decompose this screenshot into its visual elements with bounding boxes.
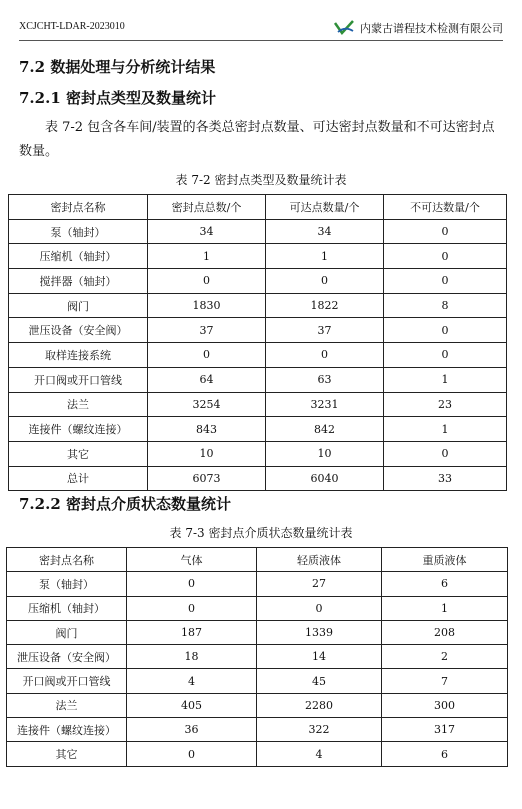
value-cell: 8 [384, 293, 507, 318]
subsection-heading-2: 7.2.2 密封点介质状态数量统计 [19, 495, 231, 513]
value-cell: 18 [127, 645, 257, 669]
subsection-heading-1: 7.2.1 密封点类型及数量统计 [19, 89, 216, 107]
column-header: 密封点总数/个 [148, 195, 266, 220]
table-row [7, 645, 508, 669]
value-cell: 4 [257, 742, 382, 766]
row-label-cell: 连接件（螺纹连接） [7, 718, 127, 742]
section-heading: 7.2 数据处理与分析统计结果 [19, 58, 216, 76]
company-name: 内蒙古谱程技术检测有限公司 [360, 22, 503, 35]
table1-caption: 表 7-2 密封点类型及数量统计表 [175, 173, 347, 187]
value-cell: 23 [384, 392, 507, 417]
value-cell: 37 [148, 318, 266, 343]
row-label-cell: 开口阀或开口管线 [7, 669, 127, 693]
value-cell: 6 [382, 742, 508, 766]
table-row [7, 693, 508, 717]
value-cell: 843 [148, 417, 266, 442]
value-cell: 0 [127, 742, 257, 766]
value-cell: 405 [127, 693, 257, 717]
seal-point-type-table [8, 194, 507, 491]
value-cell: 187 [127, 620, 257, 644]
value-cell: 6073 [148, 466, 266, 491]
table-row [9, 392, 507, 417]
table-header-row [9, 195, 507, 220]
row-label-cell: 阀门 [7, 620, 127, 644]
value-cell: 33 [384, 466, 507, 491]
row-label-cell: 阀门 [9, 293, 148, 318]
table-row [7, 620, 508, 644]
table-row [9, 244, 507, 269]
row-label-cell: 其它 [9, 441, 148, 466]
value-cell: 63 [266, 367, 384, 392]
value-cell: 300 [382, 693, 508, 717]
table-row [9, 367, 507, 392]
table-row [9, 466, 507, 491]
value-cell: 317 [382, 718, 508, 742]
value-cell: 27 [257, 572, 382, 596]
value-cell: 34 [148, 219, 266, 244]
value-cell: 0 [384, 219, 507, 244]
value-cell: 37 [266, 318, 384, 343]
company-block [333, 20, 503, 36]
value-cell: 0 [384, 343, 507, 368]
value-cell: 0 [384, 244, 507, 269]
value-cell: 322 [257, 718, 382, 742]
table-row [9, 318, 507, 343]
row-label-cell: 开口阀或开口管线 [9, 367, 148, 392]
document-id: XCJCHT-LDAR-2023010 [19, 21, 125, 32]
table-row [7, 742, 508, 766]
value-cell: 1 [148, 244, 266, 269]
row-label-cell: 泵（轴封） [7, 572, 127, 596]
value-cell: 45 [257, 669, 382, 693]
value-cell: 1830 [148, 293, 266, 318]
value-cell: 0 [257, 596, 382, 620]
page-header [19, 10, 503, 41]
medium-state-table [6, 547, 508, 767]
value-cell: 1 [384, 417, 507, 442]
table-row [9, 441, 507, 466]
table2-caption: 表 7-3 密封点介质状态数量统计表 [169, 526, 353, 540]
value-cell: 0 [266, 343, 384, 368]
column-header: 可达点数量/个 [266, 195, 384, 220]
value-cell: 842 [266, 417, 384, 442]
row-label-cell: 法兰 [7, 693, 127, 717]
table-row [9, 417, 507, 442]
row-label-cell: 泄压设备（安全阀） [7, 645, 127, 669]
row-label-cell: 压缩机（轴封） [9, 244, 148, 269]
row-label-cell: 泵（轴封） [9, 219, 148, 244]
column-header: 轻质液体 [257, 548, 382, 572]
table-row [7, 596, 508, 620]
body-paragraph: 表 7-2 包含各车间/装置的各类总密封点数量、可达密封点数量和不可达密封点数量。 [19, 120, 495, 159]
company-logo-icon [333, 20, 355, 36]
column-header: 气体 [127, 548, 257, 572]
table-header-row [7, 548, 508, 572]
value-cell: 0 [384, 318, 507, 343]
table-row [9, 219, 507, 244]
value-cell: 14 [257, 645, 382, 669]
value-cell: 7 [382, 669, 508, 693]
value-cell: 64 [148, 367, 266, 392]
value-cell: 34 [266, 219, 384, 244]
table-row [9, 293, 507, 318]
value-cell: 2280 [257, 693, 382, 717]
table-row [9, 269, 507, 294]
row-label-cell: 总计 [9, 466, 148, 491]
table-row [7, 572, 508, 596]
table-row [7, 718, 508, 742]
column-header: 密封点名称 [7, 548, 127, 572]
value-cell: 4 [127, 669, 257, 693]
row-label-cell: 搅拌器（轴封） [9, 269, 148, 294]
column-header: 密封点名称 [9, 195, 148, 220]
value-cell: 2 [382, 645, 508, 669]
value-cell: 1 [266, 244, 384, 269]
column-header: 重质液体 [382, 548, 508, 572]
value-cell: 208 [382, 620, 508, 644]
value-cell: 6040 [266, 466, 384, 491]
value-cell: 1822 [266, 293, 384, 318]
value-cell: 0 [266, 269, 384, 294]
value-cell: 0 [384, 441, 507, 466]
value-cell: 10 [266, 441, 384, 466]
value-cell: 6 [382, 572, 508, 596]
row-label-cell: 法兰 [9, 392, 148, 417]
table-row [9, 343, 507, 368]
value-cell: 3254 [148, 392, 266, 417]
value-cell: 1 [384, 367, 507, 392]
column-header: 不可达数量/个 [384, 195, 507, 220]
value-cell: 0 [148, 343, 266, 368]
value-cell: 36 [127, 718, 257, 742]
value-cell: 3231 [266, 392, 384, 417]
value-cell: 10 [148, 441, 266, 466]
value-cell: 1339 [257, 620, 382, 644]
value-cell: 1 [382, 596, 508, 620]
row-label-cell: 取样连接系统 [9, 343, 148, 368]
table-row [7, 669, 508, 693]
value-cell: 0 [127, 572, 257, 596]
value-cell: 0 [127, 596, 257, 620]
row-label-cell: 泄压设备（安全阀） [9, 318, 148, 343]
value-cell: 0 [384, 269, 507, 294]
row-label-cell: 压缩机（轴封） [7, 596, 127, 620]
value-cell: 0 [148, 269, 266, 294]
row-label-cell: 其它 [7, 742, 127, 766]
row-label-cell: 连接件（螺纹连接） [9, 417, 148, 442]
